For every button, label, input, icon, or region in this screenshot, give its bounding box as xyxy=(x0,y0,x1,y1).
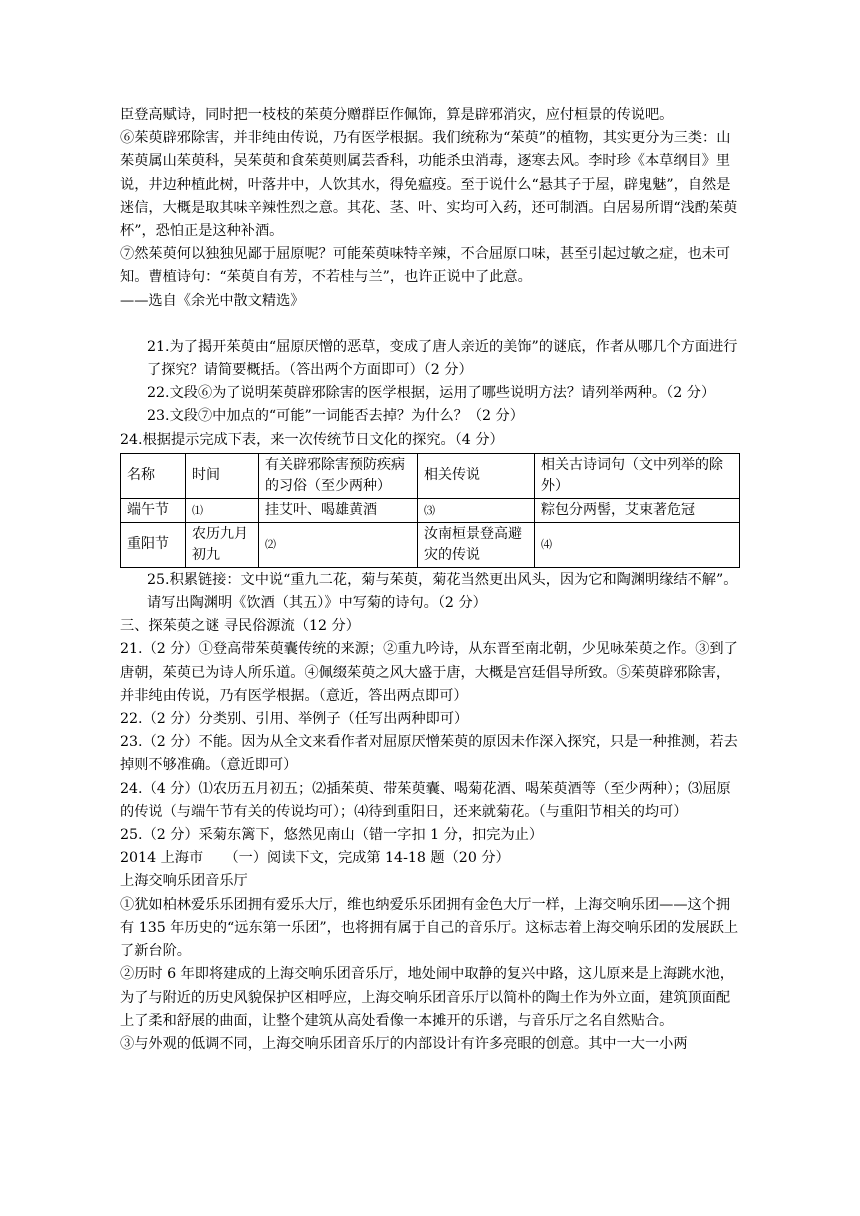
source-citation: ——选自《余光中散文精选》 xyxy=(120,292,305,309)
answer-22: 22.（2 分）分类别、引用、举例子（任写出两种即可） xyxy=(120,711,469,728)
table-cell: ⑵ xyxy=(259,522,418,567)
table-header-row xyxy=(121,453,740,498)
article-paragraph: ②历时 6 年即将建成的上海交响乐团音乐厅，地处闹中取静的复兴中路，这儿原来是上海跳水池，为了与附近的历史风貌保护区相呼应，上海交响乐团音乐厅以简朴的陶土作为外立面，建筑顶面配上了柔和舒展的曲面，让整个建筑从高处看像一本摊开的乐谱，与音乐厅之名自然贴合。 xyxy=(120,966,734,1029)
answer-21: 21.（2 分）①登高带茱萸囊传统的来源；②重九吟诗，从东晋至南北朝，少见咏茱萸之作。③到了唐朝，茱萸已为诗人所乐道。④佩缀茱萸之风大盛于唐，大概是宫廷倡导所致。⑤茱萸辟邪除害，并非纯由传说，乃有医学根据。（意近，答出两点即可） xyxy=(120,641,738,704)
paragraph: 臣登高赋诗，同时把一枝枝的茱萸分赠群臣作佩饰，算是辟邪消灾，应付桓景的传说吧。 xyxy=(120,107,674,123)
table-row xyxy=(121,522,740,567)
table-cell: 重阳节 xyxy=(121,522,186,567)
document-body xyxy=(120,104,742,1056)
festival-table xyxy=(120,453,740,568)
question-25: 25.积累链接：文中说“重九二花，菊与茱萸，菊花当然更出风头，因为它和陶渊明缘结不解”。请写出陶渊明《饮酒（其五）》中写菊的诗句。（2 分） xyxy=(147,571,738,612)
table-cell: 端午节 xyxy=(121,498,186,522)
answer-23: 23.（2 分）不能。因为从全文来看作者对屈原厌憎茱萸的原因未作深入探究，只是一种推测，若去掉则不够准确。（意近即可） xyxy=(120,734,738,774)
header-cell: 名称 xyxy=(121,453,186,498)
table-row xyxy=(121,498,740,522)
question-22: 22.文段⑥为了说明茱萸辟邪除害的医学根据，运用了哪些说明方法？请列举两种。（2 分） xyxy=(147,385,716,402)
table-cell: 挂艾叶、喝雄黄酒 xyxy=(259,498,418,522)
table-cell: 粽包分两髻，艾束著危冠 xyxy=(535,498,740,522)
header-cell: 时间 xyxy=(186,453,259,498)
article-paragraph: ③与外观的低调不同，上海交响乐团音乐厅的内部设计有许多亮眼的创意。其中一大一小两 xyxy=(120,1035,688,1052)
paragraph: ⑦然茱萸何以独独见鄙于屈原呢？可能茱萸味特辛辣，不合屈原口味，甚至引起过敏之症，也未可知。曹植诗句：“茱萸自有芳，不若桂与兰”，也许正说中了此意。 xyxy=(120,246,731,286)
question-23: 23.文段⑦中加点的“可能”一词能否去掉？为什么？（2 分） xyxy=(147,408,524,425)
question-21: 21.为了揭开茱萸由“屈原厌憎的恶草，变成了唐人亲近的美饰”的谜底，作者从哪几个方面进行了探究？请简要概括。（答出两个方面即可）（2 分） xyxy=(147,338,738,379)
table-cell: ⑶ xyxy=(418,498,535,522)
question-24: 24.根据提示完成下表，来一次传统节日文化的探究。（4 分） xyxy=(120,431,504,448)
article-paragraph: ①犹如柏林爱乐乐团拥有爱乐大厅，维也纳爱乐乐团拥有金色大厅一样，上海交响乐团——这个拥有 135 年历史的“远东第一乐团”，也将拥有属于自己的音乐厅。这标志着上海交响乐团的发展跃上了新台阶。 xyxy=(120,896,739,960)
table-cell: ⑷ xyxy=(535,522,740,567)
article-title: 上海交响乐团音乐厅 xyxy=(120,873,248,890)
answer-25: 25.（2 分）采菊东篱下，悠然见南山（错一字扣 1 分，扣完为止） xyxy=(120,827,544,844)
header-cell: 相关传说 xyxy=(418,453,535,498)
table-cell: 汝南桓景登高避灾的传说 xyxy=(418,522,535,567)
section-heading-2014: 2014 上海市 （一）阅读下文，完成第 14-18 题（20 分） xyxy=(120,850,510,867)
table-cell: ⑴ xyxy=(186,498,259,522)
paragraph: ⑥茱萸辟邪除害，并非纯由传说，乃有医学根据。我们统称为“茱萸”的植物，其实更分为三类：山茱萸属山茱萸科，吴茱萸和食茱萸则属芸香科，功能杀虫消毒，逐寒去风。李时珍《本草纲目》里说，井边种植此树，叶落井中，人饮其水，得免瘟疫。至于说什么“悬其子于屋，辟鬼魅”，自然是迷信，大概是取其味辛辣性烈之意。其花、茎、叶、实均可入药，还可制酒。白居易所谓“浅酌茱萸杯”，恐怕正是这种补酒。 xyxy=(120,130,738,240)
table-cell: 农历九月初九 xyxy=(186,522,259,567)
answer-24: 24.（4 分）⑴农历五月初五；⑵插茱萸、带茱萸囊、喝菊花酒、喝茱萸酒等（至少两种）；⑶屈原的传说（与端午节有关的传说均可）；⑷待到重阳日，还来就菊花。（与重阳节相关的均可） xyxy=(120,780,731,820)
header-cell: 有关辟邪除害预防疾病的习俗（至少两种） xyxy=(259,453,418,498)
answer-section-heading: 三、探茱萸之谜 寻民俗源流（12 分） xyxy=(120,618,360,635)
header-cell: 相关古诗词句（文中列举的除外） xyxy=(535,453,740,498)
